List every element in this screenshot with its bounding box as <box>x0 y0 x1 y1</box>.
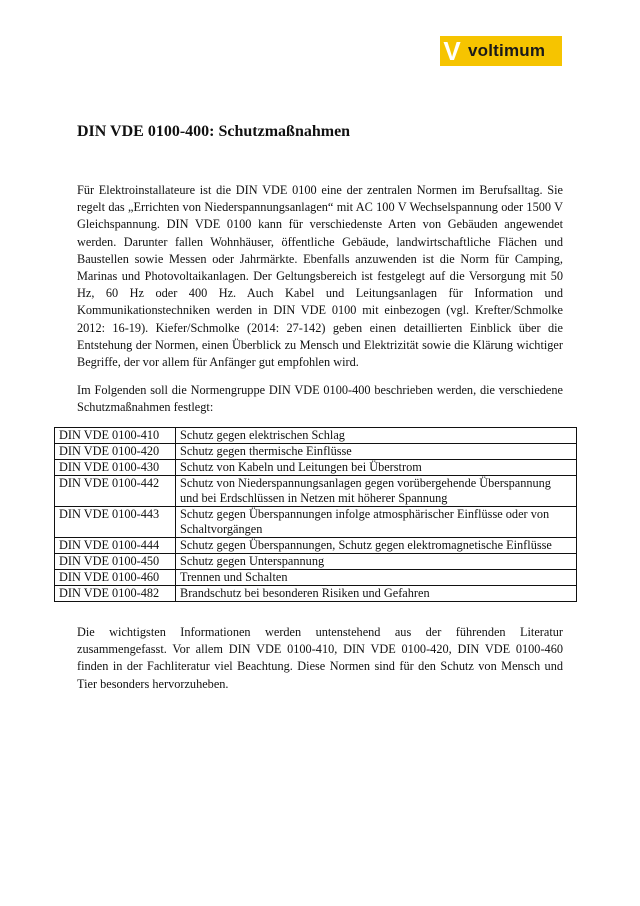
voltimum-logo <box>440 36 562 66</box>
table-row <box>55 554 577 570</box>
summary-paragraph: Die wichtigsten Informationen werden untenstehend aus der führenden Literatur zusammengefasst. Vor allem DIN VDE 0100-410, DIN VDE 0100-420, DIN VDE 0100-460 finden in der Fachliteratur viel Beachtung. Diese Normen sind für den Schutz von Mensch und Tier besonders hervorzuheben. <box>77 625 563 691</box>
table-row <box>55 586 577 602</box>
page-title: DIN VDE 0100-400: Schutzmaßnahmen <box>77 123 351 140</box>
standard-code: DIN VDE 0100-443 <box>55 507 176 538</box>
logo-wordmark: voltimum <box>468 41 546 60</box>
voltimum-v-icon: V <box>443 36 461 66</box>
standard-description: Schutz gegen thermische Einflüsse <box>176 444 577 460</box>
table-row <box>55 538 577 554</box>
standard-code: DIN VDE 0100-460 <box>55 570 176 586</box>
standard-code: DIN VDE 0100-482 <box>55 586 176 602</box>
standard-code: DIN VDE 0100-442 <box>55 476 176 507</box>
standard-code: DIN VDE 0100-410 <box>55 428 176 444</box>
table-row <box>55 507 577 538</box>
standard-code: DIN VDE 0100-444 <box>55 538 176 554</box>
standard-code: DIN VDE 0100-420 <box>55 444 176 460</box>
standard-description: Schutz gegen Unterspannung <box>176 554 577 570</box>
standard-description: Schutz von Kabeln und Leitungen bei Überstrom <box>176 460 577 476</box>
table-intro-paragraph: Im Folgenden soll die Normengruppe DIN VDE 0100-400 beschrieben werden, die verschiedene Schutzmaßnahmen festlegt: <box>77 383 563 415</box>
standard-description: Schutz gegen Überspannungen infolge atmosphärischer Einflüsse oder von Schaltvorgängen <box>176 507 577 538</box>
table-row <box>55 428 577 444</box>
standard-description: Schutz von Niederspannungsanlagen gegen vorübergehende Überspannung und bei Erdschlüssen in Netzen mit höherer Spannung <box>176 476 577 507</box>
standards-table <box>54 427 577 602</box>
standard-description: Schutz gegen elektrischen Schlag <box>176 428 577 444</box>
standard-description: Brandschutz bei besonderen Risiken und Gefahren <box>176 586 577 602</box>
table-row <box>55 460 577 476</box>
standard-code: DIN VDE 0100-450 <box>55 554 176 570</box>
intro-paragraph: Für Elektroinstallateure ist die DIN VDE 0100 eine der zentralen Normen im Berufsalltag. Sie regelt das „Errichten von Niederspannungsanlagen“ mit AC 100 V Wechselspannung oder 1500 V Gleichspannung. DIN VDE 0100 kann für verschiedenste Arten von Gebäuden angewendet werden. Darunter fallen Wohnhäuser, öffentliche Gebäude, landwirtschaftliche Flächen und Baustellen sowie Messen oder Jahrmärkte. Ebenfalls anzuwenden ist die Norm für Camping, Marinas und Photovoltaikanlagen. Der Geltungsbereich ist festgelegt auf die Versorgung mit 50 Hz, 60 Hz oder 400 Hz. Auch Kabel und Leitungsanlagen für Information und Kommunikationstechniken werden in DIN VDE 0100 mit einbezogen (vgl. Krefter/Schmolke 2012: 16-19). Kiefer/Schmolke (2014: 27-142) geben einen detaillierten Einblick über die Entstehung der Normen, einen Überblick zu Mensch und Elektrizität sowie die Klärung wichtiger Begriffe, der vor allem für Anfänger gut empfohlen wird. <box>77 183 563 370</box>
table-row <box>55 476 577 507</box>
table-row <box>55 570 577 586</box>
standard-code: DIN VDE 0100-430 <box>55 460 176 476</box>
table-row <box>55 444 577 460</box>
standard-description: Trennen und Schalten <box>176 570 577 586</box>
standard-description: Schutz gegen Überspannungen, Schutz gegen elektromagnetische Einflüsse <box>176 538 577 554</box>
